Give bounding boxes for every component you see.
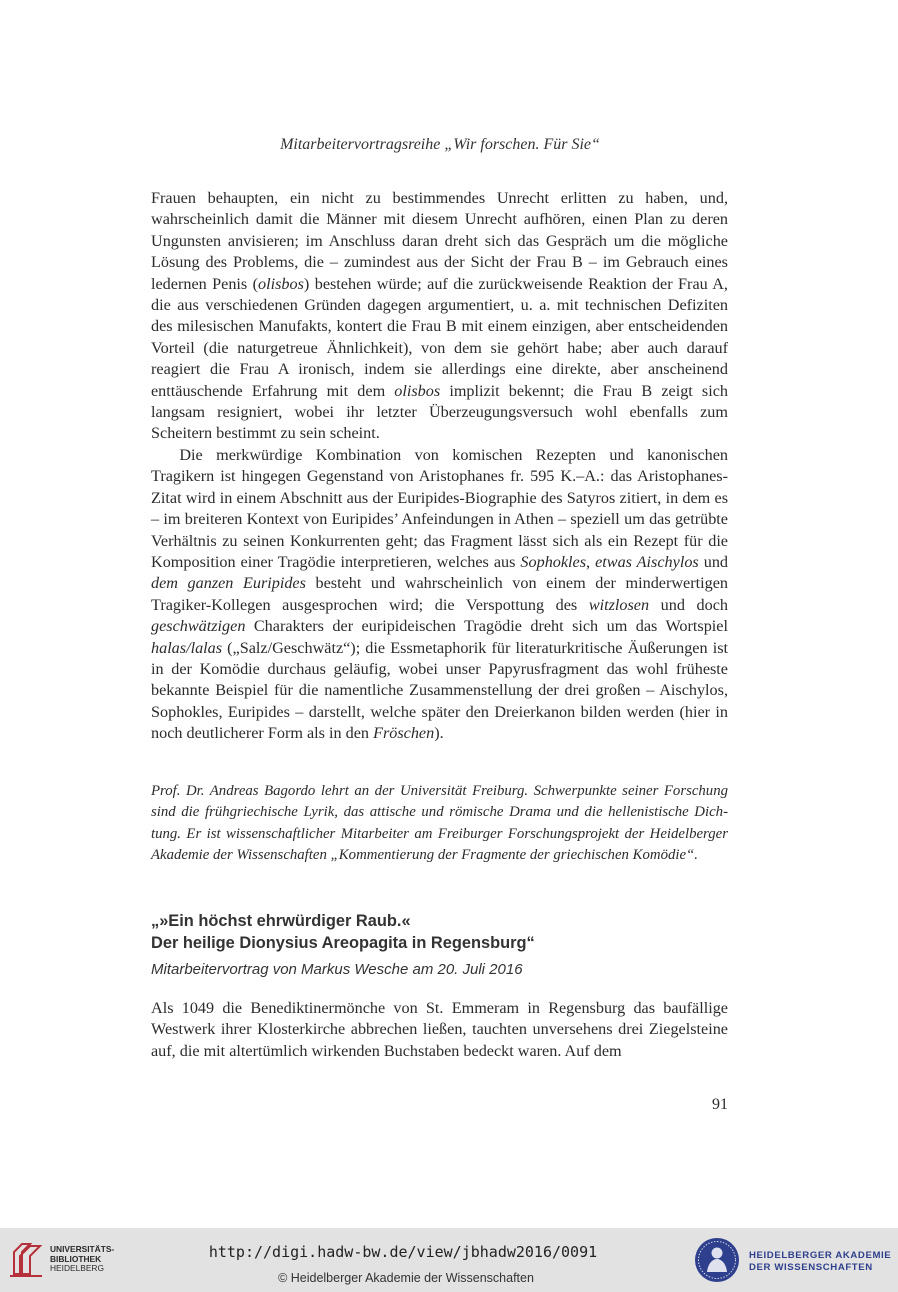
text-span: und bbox=[698, 552, 728, 571]
italic-term: halas/lalas bbox=[151, 638, 223, 657]
ub-line-3: HEIDELBERG bbox=[50, 1263, 104, 1274]
paragraph-2 bbox=[151, 445, 728, 745]
section-title-line-2: Der heilige Dionysius Areopagita in Regensburg“ bbox=[151, 934, 535, 952]
italic-term: witzlosen bbox=[588, 595, 650, 614]
ub-line-2: BIBLIOTHEK bbox=[50, 1253, 102, 1264]
italic-term: Sophokles bbox=[520, 552, 587, 571]
footer-bar bbox=[0, 1228, 898, 1292]
running-head: Mitarbeitervortragsreihe „Wir forschen. Für Sie“ bbox=[280, 136, 600, 153]
italic-term: Fröschen bbox=[373, 724, 435, 743]
italic-term: olisbos bbox=[394, 381, 441, 400]
text-span: ). bbox=[434, 724, 444, 743]
academy-seal-icon bbox=[693, 1236, 741, 1284]
italic-term: etwas Aischylos bbox=[595, 552, 699, 571]
copyright-notice: © Heidelberger Akademie der Wissenschaften bbox=[278, 1271, 534, 1285]
text-span: und doch bbox=[649, 595, 729, 614]
hadw-logo-text bbox=[749, 1250, 891, 1274]
text-span: Frauen behaupten, ein nicht zu bestimmendes Unrecht erlitten zu haben, und, wahrscheinlich damit die Männer mit diesem Unrecht aufhören, einen Plan zu deren Ungunsten anvisieren; im Anschluss daran dreht sich das Gespräch um die mögliche Lösung des Problems, die – zumindest aus der Sicht der Frau B – im Gebrauch eines ledernen Penis ( bbox=[151, 189, 728, 293]
italic-term: geschwätzigen bbox=[151, 617, 246, 636]
paragraph-1 bbox=[151, 188, 728, 445]
body-text bbox=[151, 188, 728, 745]
hadw-line-2: DER WISSENSCHAFTEN bbox=[749, 1262, 873, 1273]
paragraph-3: Als 1049 die Benediktinermönche von St. Emmeram in Regensburg das baufällige Westwerk ihrer Klosterkirche abbrechen ließen, tauchten unversehens drei Ziegelsteine auf, die mit altertümlich wirkenden Buchstaben bedeckt waren. Auf dem bbox=[151, 999, 728, 1060]
text-span: Charakters der euripideischen Tragödie dreht sich um das Wortspiel bbox=[245, 617, 728, 636]
section-title-line-1: „»Ein höchst ehrwürdiger Raub.« bbox=[151, 912, 411, 930]
section-heading bbox=[151, 910, 751, 954]
hadw-line-1: HEIDELBERGER AKADEMIE bbox=[749, 1250, 892, 1261]
text-span: Die merkwürdige Kombination von komischen Rezepten und kanonischen Tragikern ist hingegen Gegenstand von Aristophanes fr. 595 K.–A.: das Aristophanes-Zitat wird in einem Abschnitt aus der Euripides-Biographie des Satyros zitiert, in dem es – im breiteren Kontext von Euripides’ Anfeindungen in Athen – speziell um das getrübte Verhältnis zu seinen Konkurrenten geht; das Fragment lässt sich als ein Rezept für die Komposition einer Tragödie interpretieren, welches aus bbox=[151, 445, 728, 571]
hadw-logo[interactable] bbox=[693, 1236, 893, 1286]
ub-line-1: UNIVERSITÄTS- bbox=[50, 1244, 115, 1254]
section-subtitle: Mitarbeitervortrag von Markus Wesche am 20. Juli 2016 bbox=[151, 961, 523, 978]
text-span: , bbox=[586, 552, 596, 571]
page-number: 91 bbox=[712, 1096, 728, 1113]
italic-term: dem ganzen Euripides bbox=[151, 574, 306, 593]
text-span: ) bestehen würde; auf die zurückweisende Reaktion der Frau A, die aus verschiedenen Gründen dagegen argumentiert, u. a. mit technischen Defiziten des milesischen Manufakts, kontert die Frau B mit einem einzigen, aber entscheidenden Vorteil (die naturgetreue Ähnlichkeit), von dem sie gehört habe; aber auch darauf reagiert die Frau A ironisch, indem sie allerdings eine direkte, aber anscheinend enttäuschende Erfahrung mit dem bbox=[151, 274, 728, 400]
author-bio: Prof. Dr. Andreas Bagordo lehrt an der Universität Freiburg. Schwerpunkte seiner Forschung sind die frühgriechische Lyrik, das attische und römische Drama und die hellenistische Dichtung. Er ist wissenschaftlicher Mitarbeiter am Freiburger Forschungsprojekt der Heidelberger Akademie der Wissenschaften „Kommentierung der Fragmente der griechischen Komödie“. bbox=[151, 783, 728, 863]
text-span: besteht und wahrscheinlich von einem der minderwertigen Tragiker-Kollegen ausgesprochen wird; die Verspottung des bbox=[151, 574, 729, 614]
permalink-url[interactable]: http://digi.hadw-bw.de/view/jbhadw2016/0091 bbox=[208, 1243, 598, 1261]
text-span: implizit bekennt; die Frau B zeigt sich langsam resigniert, wobei ihr letzter Überzeugungsversuch wohl ebenfalls zum Scheitern bestimmt zu sein scheint. bbox=[151, 381, 728, 443]
italic-term: olisbos bbox=[258, 274, 304, 293]
text-span: („Salz/Geschwätz“); die Essmetaphorik für literaturkritische Äußerungen ist in der Komödie durchaus geläufig, wobei unser Papyrusfragment das wohl früheste bekannte Beispiel für die namentliche Zusammenstellung der drei großen – Aischylos, Sophokles, Euripides – darstellt, welche später den Dreierkanon bilden werden (hier in noch deutlicherer Form als in den bbox=[151, 638, 728, 743]
